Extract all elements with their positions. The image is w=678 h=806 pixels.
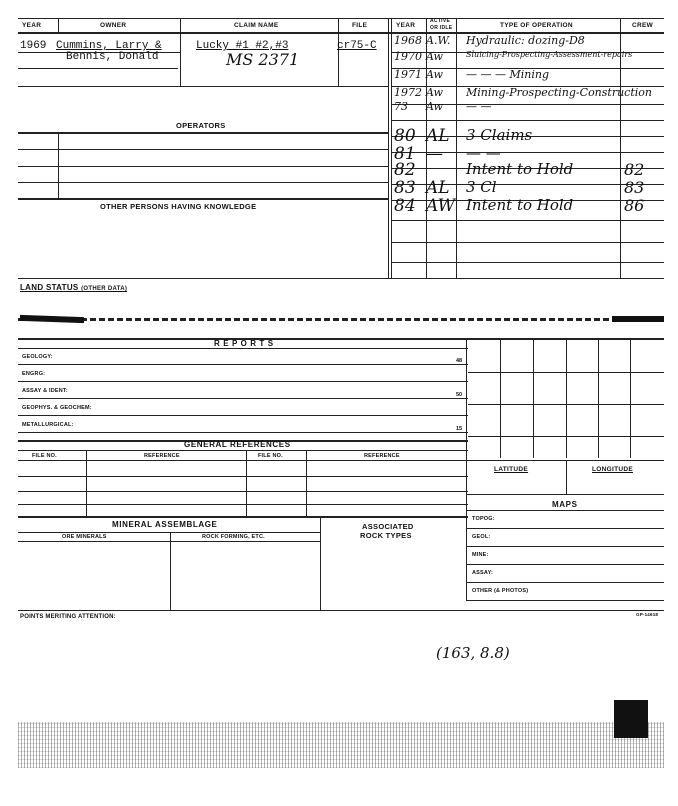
header-year: YEAR — [22, 22, 42, 29]
handwritten-coordinates: (163, 8.8) — [436, 644, 510, 662]
report-row-label: GEOLOGY: — [22, 354, 53, 360]
operation-type: Intent to Hold — [466, 160, 574, 178]
report-row-label: GEOPHYS. & GEOCHEM: — [22, 405, 92, 411]
header-or-idle: OR IDLE — [430, 25, 453, 31]
rock-forming-header: ROCK FORMING, ETC. — [202, 534, 265, 540]
operation-status: Aw — [426, 50, 443, 63]
latitude-label: LATITUDE — [494, 466, 529, 473]
header-crew: CREW — [632, 22, 654, 29]
divider-right-marker — [612, 316, 664, 322]
header-owner: OWNER — [100, 22, 127, 29]
claim-name: Lucky #1 #2,#3 — [196, 40, 289, 52]
operation-year: 73 — [394, 100, 408, 113]
scan-dark-block — [614, 700, 648, 738]
operation-year: 84 — [394, 196, 416, 216]
map-row-label: GEOL: — [472, 534, 491, 540]
scan-noise-strip — [18, 722, 664, 768]
divider-left-marker — [20, 315, 84, 323]
longitude-label: LONGITUDE — [592, 466, 633, 473]
header-file: FILE — [352, 22, 368, 29]
report-row-line — [18, 415, 468, 416]
land-status-sub: (OTHER DATA) — [81, 286, 128, 292]
operation-status: AL — [426, 178, 450, 198]
points-meriting-attention: POINTS MERITING ATTENTION: — [20, 614, 116, 620]
operation-type: — — — [466, 144, 501, 162]
ref-header-reference-1: REFERENCE — [144, 453, 180, 459]
header-year-2: YEAR — [396, 22, 416, 29]
operation-type: — — — Mining — [466, 68, 549, 81]
maps-title: MAPS — [552, 500, 578, 509]
operation-status: AL — [426, 126, 450, 146]
land-status-text: LAND STATUS — [20, 283, 79, 292]
operation-crew: 83 — [624, 178, 645, 197]
operation-status: Aw — [426, 86, 443, 99]
map-row-label: OTHER (& PHOTOS) — [472, 588, 529, 594]
operation-status: Aw — [426, 68, 443, 81]
operation-year: 81 — [394, 144, 416, 164]
map-row-line — [466, 564, 664, 565]
claim-note: MS 2371 — [226, 50, 300, 69]
report-row-number: 50 — [456, 392, 463, 398]
operation-year: 1972 — [394, 86, 422, 99]
operation-crew: 86 — [624, 196, 645, 215]
map-row-label: ASSAY: — [472, 570, 494, 576]
operation-type: 3 Cl — [466, 178, 497, 196]
report-row-number: 48 — [456, 358, 463, 364]
report-row-label: ASSAY & IDENT: — [22, 388, 68, 394]
mineral-assemblage-title: MINERAL ASSEMBLAGE — [112, 520, 218, 529]
land-status-label — [20, 283, 127, 292]
map-row-line — [466, 600, 664, 601]
operation-type: Intent to Hold — [466, 196, 574, 214]
form-code: GP-14618 — [636, 612, 659, 617]
operation-type: 3 Claims — [466, 126, 533, 144]
operation-crew: 82 — [624, 160, 645, 179]
header-type-of-operation: TYPE OF OPERATION — [500, 22, 573, 29]
operation-year: 1968 — [394, 34, 422, 47]
operation-status: — — [426, 144, 443, 164]
owner-year: 1969 — [20, 40, 47, 52]
operation-year: 80 — [394, 126, 416, 146]
report-row-number: 15 — [456, 426, 463, 432]
ref-header-file-no-2: FILE NO. — [258, 453, 283, 459]
map-row-line — [466, 528, 664, 529]
ref-header-file-no-1: FILE NO. — [32, 453, 57, 459]
map-row-line — [466, 546, 664, 547]
report-row-line — [18, 398, 468, 399]
reports-title: R E P O R T S — [214, 339, 274, 348]
operation-year: 1971 — [394, 68, 422, 81]
operation-year: 1970 — [394, 50, 422, 63]
operation-status: A.W. — [426, 34, 451, 47]
operation-status: Aw — [426, 100, 443, 113]
operation-year: 83 — [394, 178, 416, 198]
owner-name-line2: Bennis, Donald — [66, 51, 159, 63]
associated-rock-types-line1: ASSOCIATED — [362, 522, 414, 531]
ore-minerals-header: ORE MINERALS — [62, 534, 107, 540]
operation-year: 82 — [394, 160, 416, 180]
other-persons-title: OTHER PERSONS HAVING KNOWLEDGE — [100, 202, 257, 211]
associated-rock-types-line2: ROCK TYPES — [360, 531, 412, 540]
claim-file: cr75-C — [337, 40, 377, 52]
header-active: ACTIVE — [430, 18, 451, 24]
operation-type: Hydraulic: dozing-D8 — [466, 34, 585, 47]
report-row-label: ENGRG: — [22, 371, 46, 377]
ref-header-reference-2: REFERENCE — [364, 453, 400, 459]
owner-name-line1: Cummins, Larry & — [56, 40, 162, 52]
operation-type: — — — [466, 100, 492, 113]
header-claim-name: CLAIM NAME — [234, 22, 279, 29]
report-row-label: METALLURGICAL: — [22, 422, 74, 428]
general-references-title: GENERAL REFERENCES — [184, 440, 291, 449]
report-row-line — [18, 364, 468, 365]
report-row-line — [18, 381, 468, 382]
map-row-line — [466, 582, 664, 583]
operation-status: AW — [426, 196, 456, 216]
operation-type: Sluicing-Prospecting-Assessment-repairs — [466, 50, 633, 59]
report-row-line — [18, 432, 468, 433]
map-row-label: MINE: — [472, 552, 489, 558]
operators-title: OPERATORS — [176, 121, 226, 130]
operation-type: Mining-Prospecting-Construction — [466, 86, 652, 99]
map-row-label: TOPOG: — [472, 516, 495, 522]
section-divider-bar — [18, 318, 664, 321]
